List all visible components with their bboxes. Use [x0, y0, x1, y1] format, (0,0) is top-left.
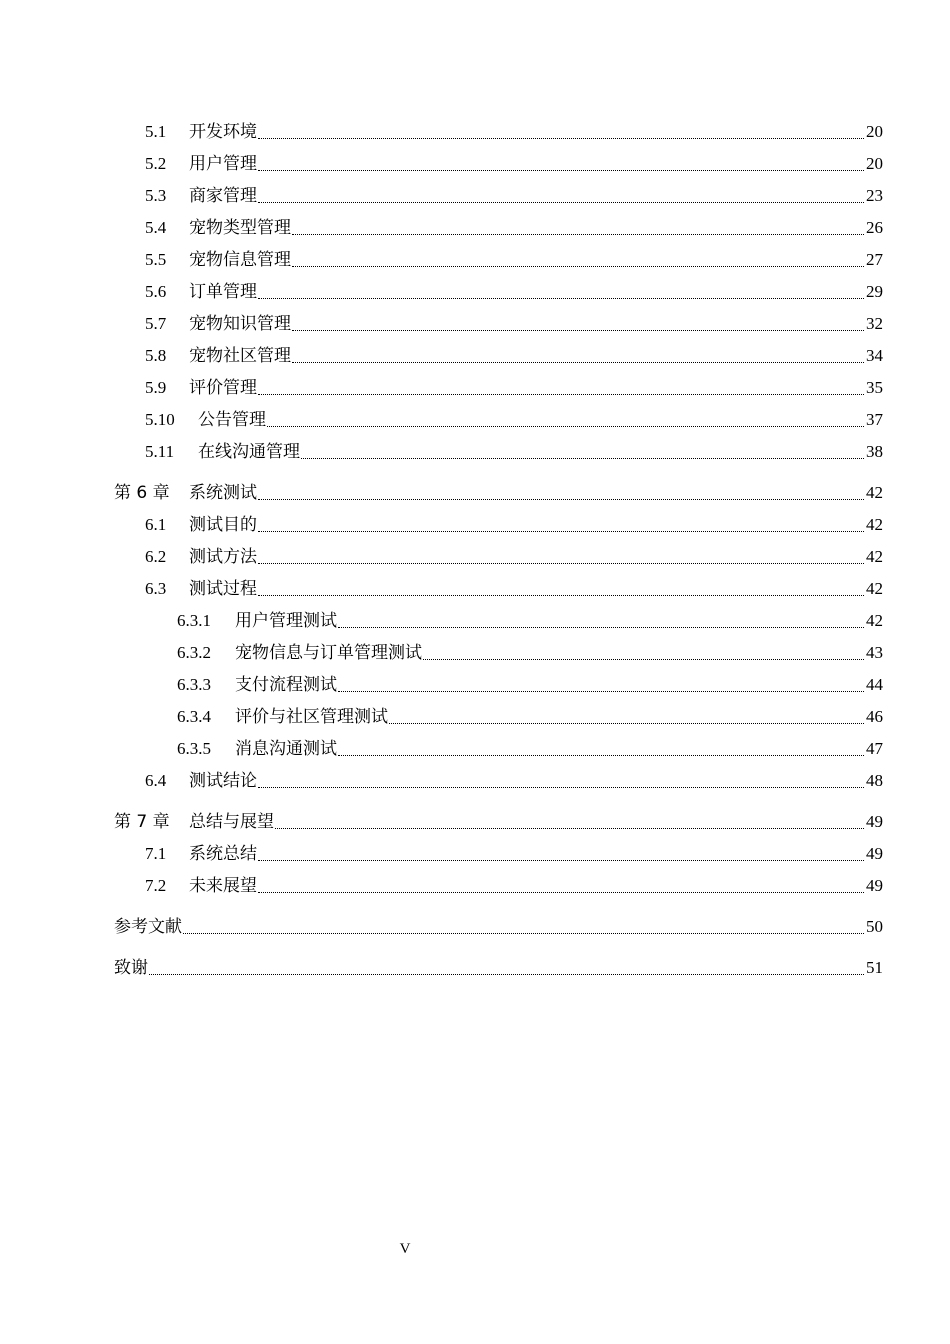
toc-entry-number: 5.10	[145, 410, 175, 429]
toc-entry-page: 46	[866, 707, 883, 726]
toc-dot-leader	[292, 330, 864, 331]
toc-entry[interactable]	[0, 404, 950, 436]
toc-entry-page: 48	[866, 771, 883, 790]
toc-entry-title: 用户管理测试	[235, 611, 337, 631]
toc-entry-title: 用户管理	[189, 154, 257, 174]
toc-entry-number: 6.4	[145, 771, 167, 790]
toc-entry[interactable]	[0, 669, 950, 701]
toc-entry-page: 20	[866, 154, 883, 173]
toc-entry-number: 5.7	[145, 314, 167, 333]
toc-entry-title: 测试方法	[189, 547, 257, 567]
toc-entry[interactable]	[0, 308, 950, 340]
toc-entry-number: 6.3.5	[177, 739, 211, 758]
toc-entry[interactable]	[0, 372, 950, 404]
toc-dot-leader	[423, 659, 864, 660]
toc-entry-number: 6.3.3	[177, 675, 211, 694]
toc-entry-number: 第 6 章	[114, 483, 170, 503]
toc-entry-number: 5.3	[145, 186, 167, 205]
toc-entry[interactable]	[0, 541, 950, 573]
toc-entry-page: 29	[866, 282, 883, 301]
toc-entry-page: 42	[866, 611, 883, 630]
toc-entry-title: 评价管理	[189, 378, 257, 398]
toc-entry-page: 37	[866, 410, 883, 429]
toc-dot-leader	[258, 860, 864, 861]
toc-entry[interactable]	[0, 276, 950, 308]
toc-entry-page: 42	[866, 547, 883, 566]
toc-entry-page: 20	[866, 122, 883, 141]
toc-entry-title: 宠物类型管理	[189, 218, 291, 238]
toc-entry[interactable]	[0, 605, 950, 637]
toc-entry[interactable]	[0, 911, 950, 943]
toc-entry-number: 6.3.4	[177, 707, 211, 726]
toc-entry-title: 消息沟通测试	[235, 739, 337, 759]
toc-entry-title: 测试过程	[189, 579, 257, 599]
toc-entry-title: 宠物信息管理	[189, 250, 291, 270]
toc-entry-page: 32	[866, 314, 883, 333]
toc-entry-number: 5.11	[145, 442, 175, 461]
toc-dot-leader	[338, 691, 864, 692]
toc-entry[interactable]	[0, 952, 950, 984]
toc-entry-page: 42	[866, 515, 883, 534]
toc-entry[interactable]	[0, 509, 950, 541]
toc-entry-title: 宠物知识管理	[189, 314, 291, 334]
toc-entry-page: 44	[866, 675, 883, 694]
toc-dot-leader	[258, 595, 864, 596]
toc-dot-leader	[292, 234, 864, 235]
toc-entry[interactable]	[0, 637, 950, 669]
toc-entry[interactable]	[0, 765, 950, 797]
toc-entry-number: 6.3.2	[177, 643, 211, 662]
toc-dot-leader	[149, 974, 864, 975]
toc-dot-leader	[258, 563, 864, 564]
toc-entry-title: 系统测试	[189, 483, 257, 503]
toc-entry-page: 51	[866, 958, 883, 977]
toc-entry[interactable]	[0, 477, 950, 509]
toc-entry[interactable]	[0, 244, 950, 276]
page-number: V	[399, 1241, 411, 1257]
toc-entry[interactable]	[0, 180, 950, 212]
toc-dot-leader	[258, 499, 864, 500]
toc-entry-title: 商家管理	[189, 186, 257, 206]
toc-entry-number: 5.6	[145, 282, 167, 301]
toc-dot-leader	[275, 828, 864, 829]
toc-entry-title: 测试结论	[189, 771, 257, 791]
toc-entry-number: 7.2	[145, 876, 167, 895]
toc-entry-title: 评价与社区管理测试	[235, 707, 388, 727]
toc-entry-number: 6.2	[145, 547, 167, 566]
toc-entry-title: 公告管理	[198, 410, 266, 430]
toc-entry[interactable]	[0, 733, 950, 765]
toc-entry[interactable]	[0, 573, 950, 605]
toc-entry-number: 6.3	[145, 579, 167, 598]
toc-entry-page: 49	[866, 844, 883, 863]
toc-entry-page: 49	[866, 812, 883, 831]
toc-entry-number: 5.1	[145, 122, 167, 141]
toc-entry-page: 26	[866, 218, 883, 237]
toc-dot-leader	[338, 627, 864, 628]
toc-dot-leader	[267, 426, 864, 427]
toc-dot-leader	[258, 298, 864, 299]
toc-dot-leader	[183, 933, 864, 934]
toc-entry-page: 23	[866, 186, 883, 205]
toc-entry[interactable]	[0, 212, 950, 244]
toc-entry-title: 致谢	[114, 958, 148, 978]
toc-entry-page: 42	[866, 579, 883, 598]
toc-entry-title: 支付流程测试	[235, 675, 337, 695]
toc-entry[interactable]	[0, 701, 950, 733]
toc-entry-number: 7.1	[145, 844, 167, 863]
table-of-contents	[0, 116, 950, 984]
toc-dot-leader	[258, 892, 864, 893]
toc-dot-leader	[338, 755, 864, 756]
toc-entry-title: 总结与展望	[189, 812, 274, 832]
toc-entry-page: 42	[866, 483, 883, 502]
toc-entry[interactable]	[0, 148, 950, 180]
toc-dot-leader	[258, 138, 864, 139]
toc-entry-title: 系统总结	[189, 844, 257, 864]
toc-entry[interactable]	[0, 340, 950, 372]
toc-entry-page: 38	[866, 442, 883, 461]
toc-entry-page: 47	[866, 739, 883, 758]
toc-entry-page: 35	[866, 378, 883, 397]
toc-dot-leader	[258, 531, 864, 532]
toc-entry-page: 27	[866, 250, 883, 269]
toc-entry-title: 测试目的	[189, 515, 257, 535]
toc-entry-title: 在线沟通管理	[198, 442, 300, 462]
toc-entry-number: 6.3.1	[177, 611, 211, 630]
toc-entry-page: 34	[866, 346, 883, 365]
toc-entry[interactable]	[0, 116, 950, 148]
toc-dot-leader	[258, 202, 864, 203]
toc-dot-leader	[258, 787, 864, 788]
toc-entry[interactable]	[0, 838, 950, 870]
toc-entry-number: 5.8	[145, 346, 167, 365]
toc-entry-title: 订单管理	[189, 282, 257, 302]
toc-entry-title: 未来展望	[189, 876, 257, 896]
toc-dot-leader	[292, 266, 864, 267]
toc-entry-page: 43	[866, 643, 883, 662]
toc-entry-number: 6.1	[145, 515, 167, 534]
toc-entry-title: 宠物社区管理	[189, 346, 291, 366]
toc-entry-page: 50	[866, 917, 883, 936]
toc-dot-leader	[258, 394, 864, 395]
toc-dot-leader	[292, 362, 864, 363]
toc-entry-number: 5.9	[145, 378, 167, 397]
toc-entry-page: 49	[866, 876, 883, 895]
toc-entry-title: 开发环境	[189, 122, 257, 142]
toc-entry[interactable]	[0, 436, 950, 468]
toc-entry[interactable]	[0, 806, 950, 838]
toc-dot-leader	[258, 170, 864, 171]
toc-entry-title: 宠物信息与订单管理测试	[235, 643, 422, 663]
toc-entry[interactable]	[0, 870, 950, 902]
toc-entry-number: 第 7 章	[114, 812, 170, 832]
toc-entry-number: 5.4	[145, 218, 167, 237]
toc-entry-title: 参考文献	[114, 917, 182, 937]
toc-dot-leader	[389, 723, 864, 724]
toc-dot-leader	[301, 458, 864, 459]
toc-entry-number: 5.5	[145, 250, 167, 269]
toc-entry-number: 5.2	[145, 154, 167, 173]
